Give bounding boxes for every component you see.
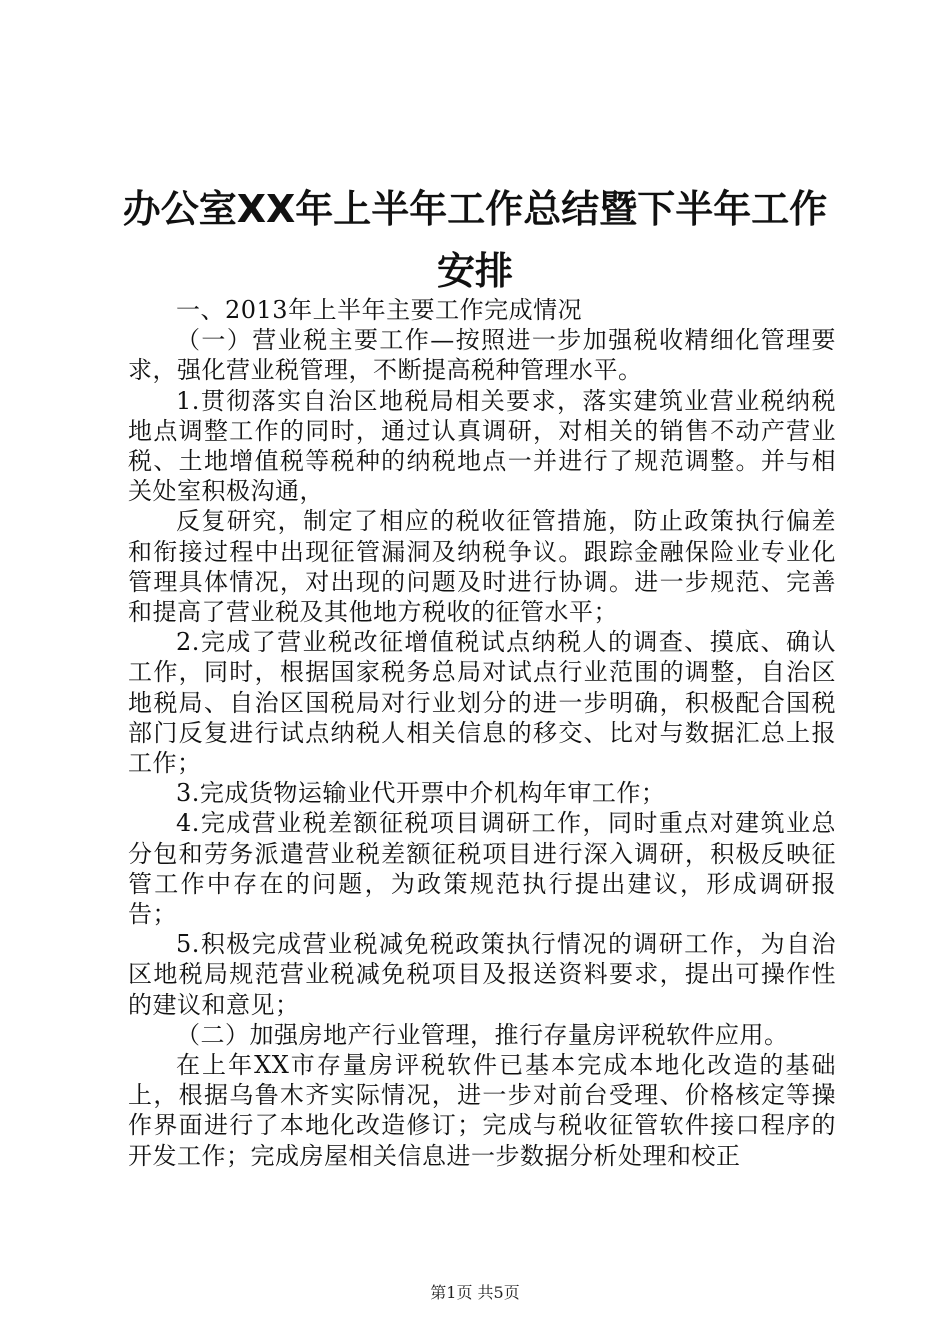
paragraph: 3.完成货物运输业代开票中介机构年审工作； — [176, 779, 666, 808]
paragraph: 5.积极完成营业税减免税政策执行情况的调研工作，为自治区地税局规范营业税减免税项目及报送资料要求，提出可操作性的建议和意见； — [128, 930, 836, 1019]
subsection-heading: （一）营业税主要工作—按照进一步加强税收精细化管理要求，强化营业税管理，不断提高税种管理水平。 — [128, 326, 836, 385]
paragraph: 4.完成营业税差额征税项目调研工作，同时重点对建筑业总分包和劳务派遣营业税差额征税项目进行深入调研，积极反映征管工作中存在的问题，为政策规范执行提出建议，形成调研报告； — [128, 809, 836, 929]
paragraph: 2.完成了营业税改征增值税试点纳税人的调查、摸底、确认工作，同时，根据国家税务总局对试点行业范围的调整，自治区地税局、自治区国税局对行业划分的进一步明确，积极配合国税部门反复进行试点纳税人相关信息的移交、比对与数据汇总上报工作； — [128, 628, 836, 778]
page-footer: 第1页 共5页 — [430, 1283, 520, 1302]
subsection-heading: （二）加强房地产行业管理，推行存量房评税软件应用。 — [176, 1020, 789, 1049]
section-heading: 一、2013年上半年主要工作完成情况 — [176, 296, 583, 324]
paragraph: 1.贯彻落实自治区地税局相关要求，落实建筑业营业税纳税地点调整工作的同时，通过认真调研，对相关的销售不动产营业税、土地增值税等税种的纳税地点一并进行了规范调整。并与相关处室积极沟通， — [128, 386, 836, 506]
paragraph: 在上年XX市存量房评税软件已基本完成本地化改造的基础上，根据乌鲁木齐实际情况，进一步对前台受理、价格核定等操作界面进行了本地化改造修订；完成与税收征管软件接口程序的开发工作；完成房屋相关信息进一步数据分析处理和校正 — [128, 1051, 836, 1170]
document-body — [128, 295, 836, 1171]
document-title: 办公室XX年上半年工作总结暨下半年工作安排 — [122, 187, 828, 293]
paragraph: 反复研究，制定了相应的税收征管措施，防止政策执行偏差和衔接过程中出现征管漏洞及纳税争议。跟踪金融保险业专业化管理具体情况，对出现的问题及时进行协调。进一步规范、完善和提高了营业税及其他地方税收的征管水平； — [128, 507, 836, 627]
